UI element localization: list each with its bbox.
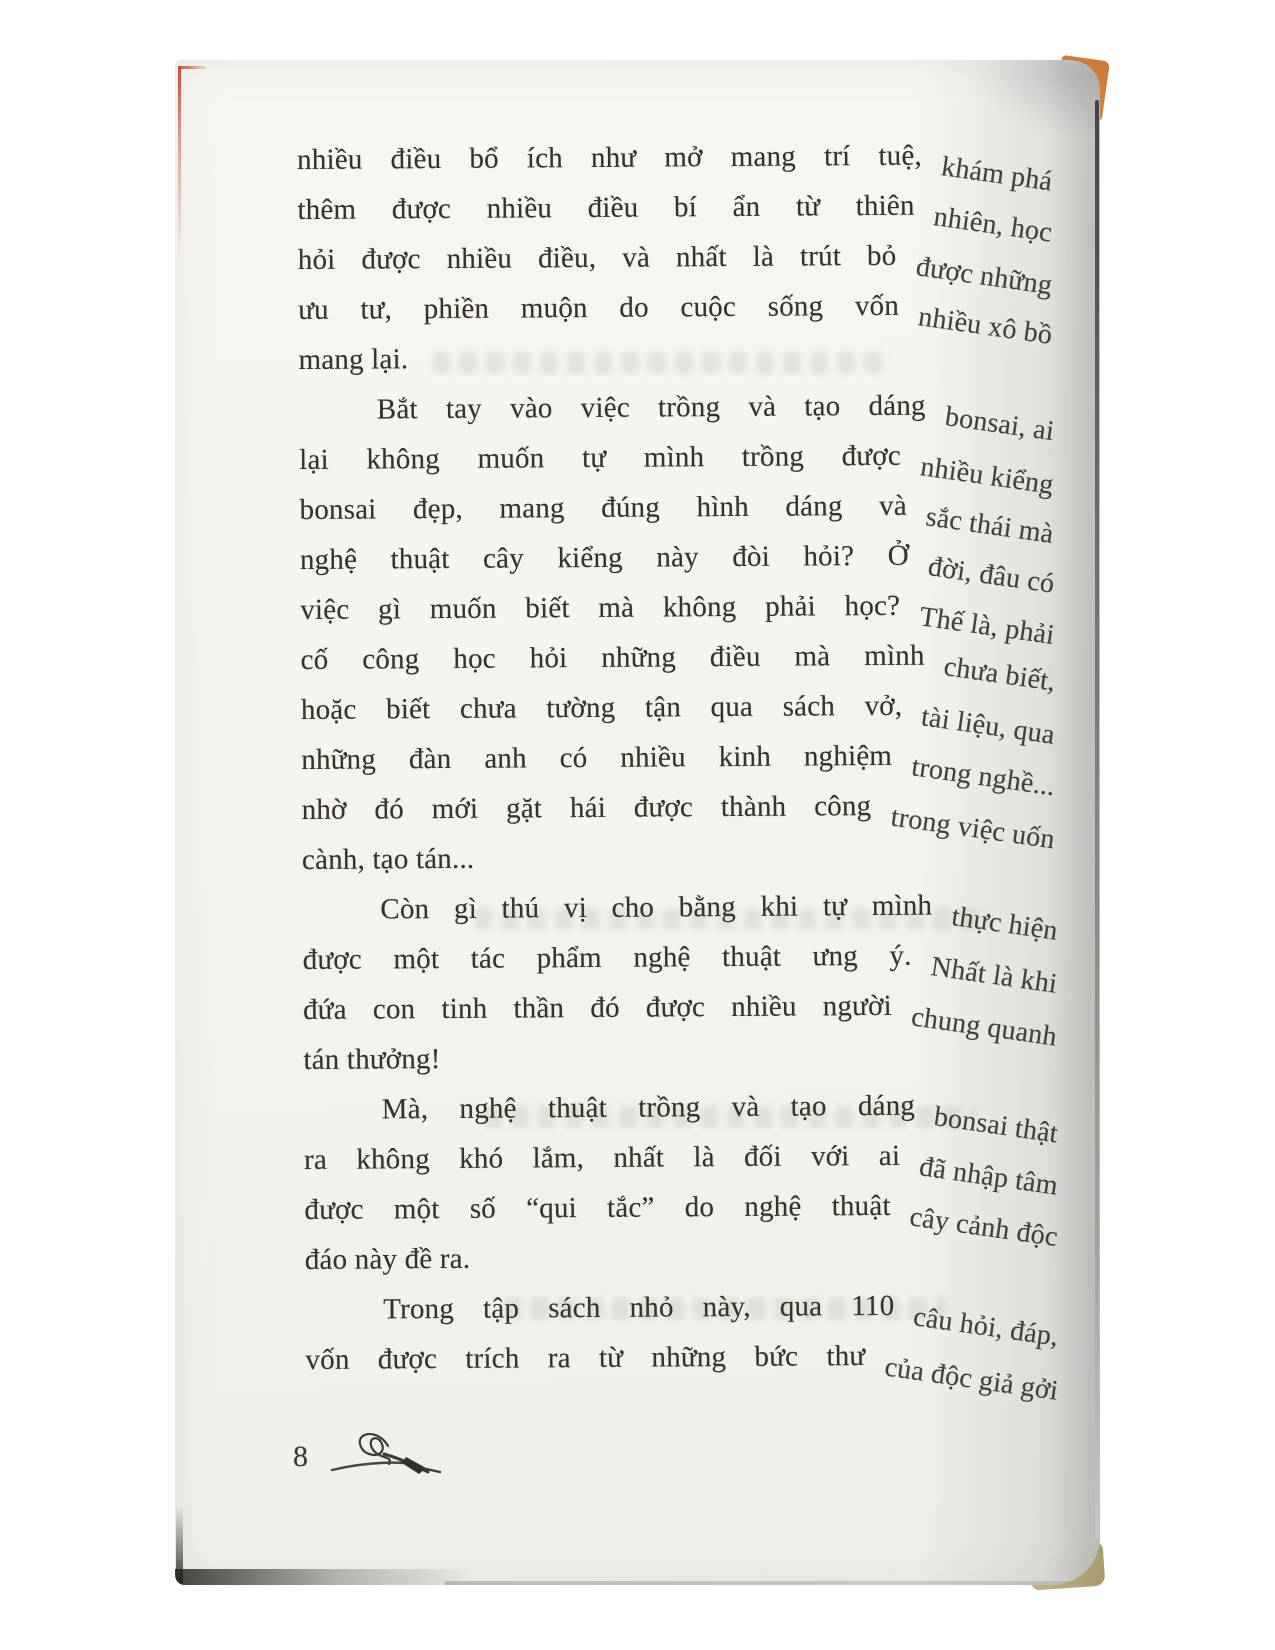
paragraph bbox=[303, 1089, 1061, 1294]
text-line-main: những đàn anh có nhiều kinh nghiệm bbox=[301, 739, 893, 776]
text-line-tail: nhiều xô bồ bbox=[916, 300, 1055, 351]
text-line bbox=[301, 739, 1058, 803]
text-line-main: ưu tư, phiền muộn do cuộc sống vốn bbox=[298, 289, 900, 326]
text-line-main: việc gì muốn biết mà không phải học? bbox=[300, 589, 901, 626]
text-line bbox=[301, 789, 1057, 856]
text-line-main: đứa con tinh thần đó được nhiều người bbox=[302, 989, 892, 1026]
text-line-main: hỏi được nhiều điều, và nhất là trút bỏ bbox=[297, 239, 897, 276]
text-line-tail: tài liệu, qua bbox=[919, 700, 1058, 751]
text-line-main: nhờ đó mới gặt hái được thành công bbox=[301, 790, 872, 826]
page-edge-shadow-corner bbox=[176, 1505, 183, 1585]
text-line-tail: đã nhập tâm bbox=[917, 1151, 1061, 1202]
text-line bbox=[303, 1139, 1061, 1202]
text-line bbox=[299, 389, 1057, 448]
text-line bbox=[298, 339, 1050, 394]
text-line bbox=[302, 989, 1059, 1053]
text-line-main: cành, tạo tán... bbox=[301, 842, 475, 876]
text-line-main: ra không khó lắm, nhất là đối với ai bbox=[303, 1139, 901, 1176]
page-number: 8 bbox=[293, 1440, 308, 1473]
text-line-tail: chưa biết, bbox=[941, 650, 1058, 698]
text-line bbox=[302, 939, 1060, 1000]
text-line-tail: nhiên, học bbox=[931, 200, 1055, 249]
text-line-main: tán thưởng! bbox=[303, 1043, 441, 1076]
text-line-tail: chung quanh bbox=[909, 1001, 1059, 1053]
text-line bbox=[300, 639, 1058, 698]
page-footer bbox=[293, 1420, 476, 1486]
text-line-tail: cây cảnh độc bbox=[907, 1201, 1061, 1253]
text-line bbox=[299, 539, 1057, 600]
text-line-tail: đời, đâu có bbox=[926, 550, 1057, 600]
text-line-main: nghệ thuật cây kiểng này đòi hỏi? Ở bbox=[299, 539, 909, 576]
text-line-main: vốn được trích ra từ những bức thư bbox=[305, 1340, 866, 1376]
text-line-tail: trong việc uốn bbox=[888, 801, 1057, 856]
text-line-main: mang lại. bbox=[298, 343, 409, 376]
page-text bbox=[297, 139, 1061, 1407]
text-line-main: được một tác phẩm nghệ thuật ưng ý. bbox=[302, 939, 912, 976]
text-line bbox=[297, 189, 1055, 249]
paragraph bbox=[299, 389, 1058, 894]
text-line bbox=[305, 1239, 1057, 1294]
text-line-tail: sắc thái mà bbox=[924, 500, 1056, 550]
text-line-main: Bắt tay vào việc trồng và tạo dáng bbox=[376, 389, 926, 426]
text-line bbox=[300, 689, 1058, 751]
text-line bbox=[300, 589, 1057, 651]
text-line-main: Mà, nghệ thuật trồng và tạo dáng bbox=[381, 1089, 916, 1126]
paragraph bbox=[297, 139, 1055, 394]
text-line bbox=[305, 1339, 1061, 1407]
text-line-tail: câu hỏi, đáp, bbox=[911, 1301, 1061, 1353]
page-surface bbox=[175, 60, 1100, 1585]
text-line-main: thêm được nhiều điều bí ẩn từ thiên bbox=[297, 189, 915, 226]
scanned-book-page bbox=[175, 60, 1100, 1585]
text-line-main: hoặc biết chưa tường tận qua sách vở, bbox=[300, 689, 903, 726]
text-line-main: Còn gì thú vị cho bằng khi tự mình bbox=[380, 889, 933, 926]
page-edge-bottom bbox=[445, 1581, 1092, 1585]
text-line-tail: thực hiện bbox=[949, 900, 1060, 947]
page-edge-line-top bbox=[178, 66, 206, 69]
text-line-main: được một số “qui tắc” do nghệ thuật bbox=[304, 1189, 891, 1226]
signature-scribble bbox=[326, 1424, 476, 1486]
text-line bbox=[302, 839, 1054, 894]
text-line bbox=[297, 239, 1054, 302]
text-line-tail: khám phá bbox=[939, 150, 1055, 198]
text-line bbox=[297, 139, 1055, 198]
text-line-main: Trong tập sách nhỏ này, qua 110 bbox=[383, 1289, 895, 1326]
text-line bbox=[303, 1039, 1055, 1094]
text-line-tail: bonsai thật bbox=[932, 1100, 1061, 1150]
paragraph bbox=[305, 1289, 1061, 1407]
text-line bbox=[299, 439, 1056, 501]
text-line-main: đáo này đề ra. bbox=[304, 1242, 471, 1276]
text-line-tail: được những bbox=[913, 251, 1054, 302]
text-line-main: nhiều điều bổ ích như mở mang trí tuệ, bbox=[297, 139, 923, 176]
paragraph bbox=[302, 889, 1060, 1094]
page-edge-line-right bbox=[1095, 100, 1099, 1539]
text-line bbox=[298, 289, 1055, 351]
text-line-tail: Nhất là khi bbox=[928, 950, 1060, 1000]
text-line-tail: bonsai, ai bbox=[943, 400, 1057, 448]
page-edge-shadow-bottom bbox=[175, 1569, 475, 1585]
text-line bbox=[299, 489, 1056, 550]
text-line-tail: của độc giả gởi bbox=[882, 1351, 1061, 1407]
text-line-tail: Thế là, phải bbox=[917, 600, 1057, 651]
page-edge-line-left bbox=[178, 66, 181, 261]
text-line bbox=[305, 1289, 1061, 1353]
text-line-main: lại không muốn tự mình trồng được bbox=[299, 439, 901, 476]
text-line-main: cố công học hỏi những điều mà mình bbox=[300, 639, 925, 676]
text-line bbox=[304, 1089, 1061, 1150]
text-line bbox=[302, 889, 1060, 947]
text-line-tail: trong nghề... bbox=[909, 751, 1058, 803]
text-line-tail: nhiều kiểng bbox=[918, 450, 1056, 501]
text-line bbox=[304, 1189, 1061, 1253]
text-line-main: bonsai đẹp, mang đúng hình dáng và bbox=[299, 489, 907, 526]
